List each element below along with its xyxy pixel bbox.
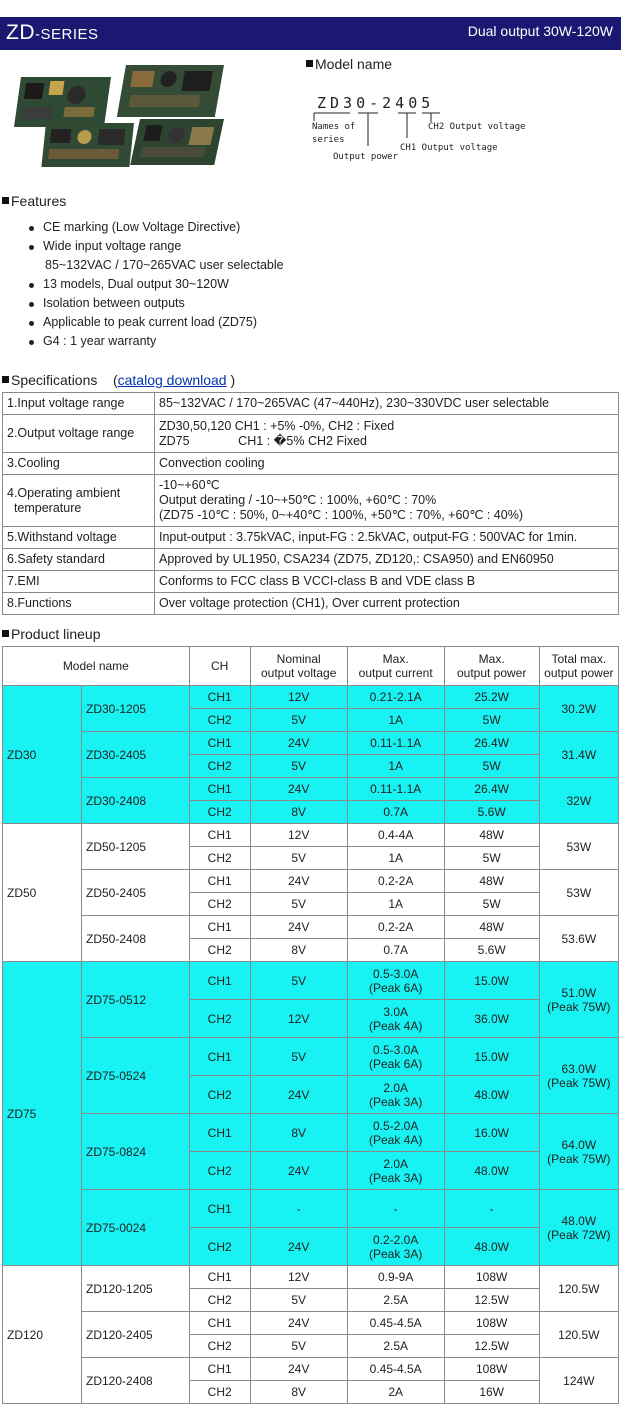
power-cell: 108W: [444, 1266, 539, 1289]
total-power-cell: 53W: [539, 824, 618, 870]
ch-cell: CH1: [189, 1114, 250, 1152]
spec-row: [3, 593, 619, 615]
spec-key: 2.Output voltage range: [3, 415, 155, 453]
label-ch1-voltage: CH1 Output voltage: [400, 143, 498, 153]
ch-cell: CH1: [189, 824, 250, 847]
ch-cell: CH1: [189, 1312, 250, 1335]
ch-cell: CH1: [189, 778, 250, 801]
current-cell: 2A: [347, 1381, 444, 1404]
bullet-icon: [29, 302, 34, 307]
voltage-cell: 5V: [250, 893, 347, 916]
col-max-current: Max. output current: [347, 647, 444, 686]
col-model-name: Model name: [3, 647, 190, 686]
model-cell: ZD30-2408: [82, 778, 190, 824]
spec-value: ZD30,50,120 CH1 : +5% -0%, CH2 : Fixed ZD75 CH1 : �5% CH2 Fixed: [155, 415, 619, 453]
voltage-cell: 24V: [250, 732, 347, 755]
ch-cell: CH2: [189, 1381, 250, 1404]
current-cell: 0.21-2.1A: [347, 686, 444, 709]
model-cell: ZD120-1205: [82, 1266, 190, 1312]
total-power-cell: 63.0W (Peak 75W): [539, 1038, 618, 1114]
power-cell: -: [444, 1190, 539, 1228]
current-cell: 0.5-3.0A (Peak 6A): [347, 962, 444, 1000]
features-list: [25, 218, 284, 351]
product-photo: [8, 57, 238, 175]
ch-cell: CH1: [189, 1266, 250, 1289]
ch-cell: CH2: [189, 755, 250, 778]
spec-key: 1.Input voltage range: [3, 393, 155, 415]
total-power-cell: 51.0W (Peak 75W): [539, 962, 618, 1038]
bullet-square-icon: [306, 60, 313, 67]
total-power-cell: 53W: [539, 870, 618, 916]
spec-value: 85~132VAC / 170~265VAC (47~440Hz), 230~330VDC user selectable: [155, 393, 619, 415]
current-cell: 0.4-4A: [347, 824, 444, 847]
total-power-cell: 31.4W: [539, 732, 618, 778]
spec-value: Over voltage protection (CH1), Over current protection: [155, 593, 619, 615]
voltage-cell: 5V: [250, 1038, 347, 1076]
voltage-cell: 24V: [250, 916, 347, 939]
catalog-download-link[interactable]: catalog download: [117, 372, 227, 388]
total-power-cell: 53.6W: [539, 916, 618, 962]
power-cell: 16.0W: [444, 1114, 539, 1152]
total-power-cell: 48.0W (Peak 72W): [539, 1190, 618, 1266]
voltage-cell: 12V: [250, 1266, 347, 1289]
bullet-square-icon: [2, 376, 9, 383]
power-cell: 5W: [444, 709, 539, 732]
total-power-cell: 124W: [539, 1358, 618, 1404]
specifications-heading: Specifications (catalog download ): [2, 372, 235, 388]
lineup-row: [3, 732, 619, 755]
voltage-cell: 8V: [250, 939, 347, 962]
ch-cell: CH1: [189, 1038, 250, 1076]
features-heading: Features: [2, 193, 66, 209]
feature-item-continuation: 85~132VAC / 170~265VAC user selectable: [45, 258, 284, 272]
feature-item: CE marking (Low Voltage Directive): [25, 218, 284, 237]
power-cell: 48W: [444, 824, 539, 847]
ch-cell: CH2: [189, 801, 250, 824]
series-title: ZD-SERIES: [6, 21, 99, 44]
bullet-square-icon: [2, 630, 9, 637]
ch-cell: CH1: [189, 962, 250, 1000]
ch-cell: CH2: [189, 893, 250, 916]
voltage-cell: 24V: [250, 1076, 347, 1114]
current-cell: 0.5-2.0A (Peak 4A): [347, 1114, 444, 1152]
spec-value: -10~+60℃ Output derating / -10~+50℃ : 100%, +60℃ : 70% (ZD75 -10℃ : 50%, 0~+40℃ : 100%, +50℃ : 70%, +60℃ : 40%): [155, 475, 619, 527]
power-cell: 108W: [444, 1312, 539, 1335]
current-cell: 0.45-4.5A: [347, 1312, 444, 1335]
power-cell: 25.2W: [444, 686, 539, 709]
spec-value: Conforms to FCC class B VCCI-class B and VDE class B: [155, 571, 619, 593]
ch-cell: CH2: [189, 1076, 250, 1114]
model-cell: ZD50-2408: [82, 916, 190, 962]
lineup-row: [3, 916, 619, 939]
spec-row: [3, 475, 619, 527]
current-cell: 2.0A (Peak 3A): [347, 1076, 444, 1114]
spec-value: Approved by UL1950, CSA234 (ZD75, ZD120,: CSA950) and EN60950: [155, 549, 619, 571]
ch-cell: CH2: [189, 1335, 250, 1358]
ch-cell: CH2: [189, 939, 250, 962]
label-names-of-series: Names of series: [312, 122, 356, 145]
current-cell: 1A: [347, 709, 444, 732]
current-cell: 2.0A (Peak 3A): [347, 1152, 444, 1190]
feature-item: Isolation between outputs: [25, 294, 284, 313]
col-total-power: Total max. output power: [539, 647, 618, 686]
voltage-cell: 24V: [250, 778, 347, 801]
power-cell: 26.4W: [444, 778, 539, 801]
bullet-icon: [29, 245, 34, 250]
total-power-cell: 32W: [539, 778, 618, 824]
spec-row: [3, 571, 619, 593]
label-output-power: Output power: [333, 152, 399, 162]
series-subtitle: Dual output 30W-120W: [467, 23, 613, 39]
current-cell: 2.5A: [347, 1335, 444, 1358]
total-power-cell: 120.5W: [539, 1312, 618, 1358]
family-cell: ZD75: [3, 962, 82, 1266]
lineup-row: [3, 870, 619, 893]
power-cell: 5.6W: [444, 801, 539, 824]
ch-cell: CH1: [189, 732, 250, 755]
product-lineup-heading: Product lineup: [2, 626, 101, 642]
spec-row: [3, 415, 619, 453]
bullet-square-icon: [2, 197, 9, 204]
power-cell: 15.0W: [444, 1038, 539, 1076]
current-cell: 0.7A: [347, 939, 444, 962]
current-cell: 2.5A: [347, 1289, 444, 1312]
spec-row: [3, 453, 619, 475]
power-cell: 48.0W: [444, 1152, 539, 1190]
specifications-table: [2, 392, 619, 615]
current-cell: 0.7A: [347, 801, 444, 824]
voltage-cell: -: [250, 1190, 347, 1228]
voltage-cell: 5V: [250, 1335, 347, 1358]
power-cell: 5W: [444, 755, 539, 778]
voltage-cell: 24V: [250, 1228, 347, 1266]
total-power-cell: 120.5W: [539, 1266, 618, 1312]
power-cell: 15.0W: [444, 962, 539, 1000]
col-max-power: Max. output power: [444, 647, 539, 686]
power-cell: 12.5W: [444, 1335, 539, 1358]
voltage-cell: 24V: [250, 1152, 347, 1190]
family-cell: ZD50: [3, 824, 82, 962]
voltage-cell: 8V: [250, 1381, 347, 1404]
bullet-icon: [29, 321, 34, 326]
power-cell: 36.0W: [444, 1000, 539, 1038]
voltage-cell: 8V: [250, 1114, 347, 1152]
power-cell: 26.4W: [444, 732, 539, 755]
voltage-cell: 24V: [250, 1358, 347, 1381]
spec-key: 5.Withstand voltage: [3, 527, 155, 549]
col-nominal-voltage: Nominal output voltage: [250, 647, 347, 686]
label-ch2-voltage: CH2 Output voltage: [428, 122, 526, 132]
spec-key: 4.Operating ambient temperature: [3, 475, 155, 527]
spec-key: 3.Cooling: [3, 453, 155, 475]
total-power-cell: 30.2W: [539, 686, 618, 732]
voltage-cell: 5V: [250, 709, 347, 732]
power-cell: 48.0W: [444, 1076, 539, 1114]
lineup-row: [3, 778, 619, 801]
lineup-row: [3, 962, 619, 1000]
power-cell: 5.6W: [444, 939, 539, 962]
model-cell: ZD50-1205: [82, 824, 190, 870]
ch-cell: CH2: [189, 1152, 250, 1190]
model-cell: ZD50-2405: [82, 870, 190, 916]
model-cell: ZD120-2408: [82, 1358, 190, 1404]
voltage-cell: 5V: [250, 755, 347, 778]
lineup-row: [3, 1114, 619, 1152]
current-cell: 1A: [347, 893, 444, 916]
power-cell: 12.5W: [444, 1289, 539, 1312]
ch-cell: CH1: [189, 686, 250, 709]
family-cell: ZD30: [3, 686, 82, 824]
col-ch: CH: [189, 647, 250, 686]
product-lineup-table: [2, 646, 619, 1404]
model-cell: ZD75-0524: [82, 1038, 190, 1114]
total-power-cell: 64.0W (Peak 75W): [539, 1114, 618, 1190]
feature-item: Wide input voltage range: [25, 237, 284, 256]
voltage-cell: 12V: [250, 824, 347, 847]
series-header: [0, 17, 621, 50]
voltage-cell: 8V: [250, 801, 347, 824]
power-cell: 48.0W: [444, 1228, 539, 1266]
feature-item: Applicable to peak current load (ZD75): [25, 313, 284, 332]
voltage-cell: 12V: [250, 686, 347, 709]
family-cell: ZD120: [3, 1266, 82, 1404]
model-code-example: ZD30-2405: [317, 94, 435, 112]
lineup-row: [3, 1312, 619, 1335]
model-cell: ZD75-0512: [82, 962, 190, 1038]
current-cell: 1A: [347, 755, 444, 778]
spec-key: 7.EMI: [3, 571, 155, 593]
lineup-row: [3, 1266, 619, 1289]
lineup-header-row: [3, 647, 619, 686]
voltage-cell: 12V: [250, 1000, 347, 1038]
current-cell: 0.9-9A: [347, 1266, 444, 1289]
spec-key: 6.Safety standard: [3, 549, 155, 571]
current-cell: 0.2-2.0A (Peak 3A): [347, 1228, 444, 1266]
model-cell: ZD75-0024: [82, 1190, 190, 1266]
current-cell: 0.45-4.5A: [347, 1358, 444, 1381]
spec-row: [3, 549, 619, 571]
spec-row: [3, 393, 619, 415]
model-cell: ZD75-0824: [82, 1114, 190, 1190]
power-cell: 5W: [444, 893, 539, 916]
power-cell: 48W: [444, 870, 539, 893]
spec-value: Convection cooling: [155, 453, 619, 475]
ch-cell: CH2: [189, 1228, 250, 1266]
feature-item: 13 models, Dual output 30~120W: [25, 275, 284, 294]
power-cell: 48W: [444, 916, 539, 939]
ch-cell: CH1: [189, 916, 250, 939]
current-cell: 0.11-1.1A: [347, 778, 444, 801]
ch-cell: CH1: [189, 1190, 250, 1228]
bullet-icon: [29, 283, 34, 288]
current-cell: 1A: [347, 847, 444, 870]
bullet-icon: [29, 226, 34, 231]
spec-key: 8.Functions: [3, 593, 155, 615]
spec-row: [3, 527, 619, 549]
power-cell: 5W: [444, 847, 539, 870]
lineup-row: [3, 686, 619, 709]
model-cell: ZD30-2405: [82, 732, 190, 778]
feature-item: G4 : 1 year warranty: [25, 332, 284, 351]
current-cell: 0.5-3.0A (Peak 6A): [347, 1038, 444, 1076]
lineup-row: [3, 1038, 619, 1076]
current-cell: 0.2-2A: [347, 870, 444, 893]
ch-cell: CH2: [189, 847, 250, 870]
lineup-row: [3, 824, 619, 847]
bullet-icon: [29, 340, 34, 345]
voltage-cell: 24V: [250, 870, 347, 893]
voltage-cell: 5V: [250, 1289, 347, 1312]
lineup-row: [3, 1190, 619, 1228]
model-cell: ZD120-2405: [82, 1312, 190, 1358]
lineup-row: [3, 1358, 619, 1381]
ch-cell: CH2: [189, 709, 250, 732]
current-cell: 0.2-2A: [347, 916, 444, 939]
model-name-heading: Model name: [306, 56, 392, 72]
model-cell: ZD30-1205: [82, 686, 190, 732]
current-cell: -: [347, 1190, 444, 1228]
voltage-cell: 24V: [250, 1312, 347, 1335]
power-cell: 108W: [444, 1358, 539, 1381]
voltage-cell: 5V: [250, 962, 347, 1000]
ch-cell: CH2: [189, 1289, 250, 1312]
current-cell: 0.11-1.1A: [347, 732, 444, 755]
ch-cell: CH2: [189, 1000, 250, 1038]
ch-cell: CH1: [189, 870, 250, 893]
power-cell: 16W: [444, 1381, 539, 1404]
spec-value: Input-output : 3.75kVAC, input-FG : 2.5kVAC, output-FG : 500VAC for 1min.: [155, 527, 619, 549]
current-cell: 3.0A (Peak 4A): [347, 1000, 444, 1038]
ch-cell: CH1: [189, 1358, 250, 1381]
voltage-cell: 5V: [250, 847, 347, 870]
